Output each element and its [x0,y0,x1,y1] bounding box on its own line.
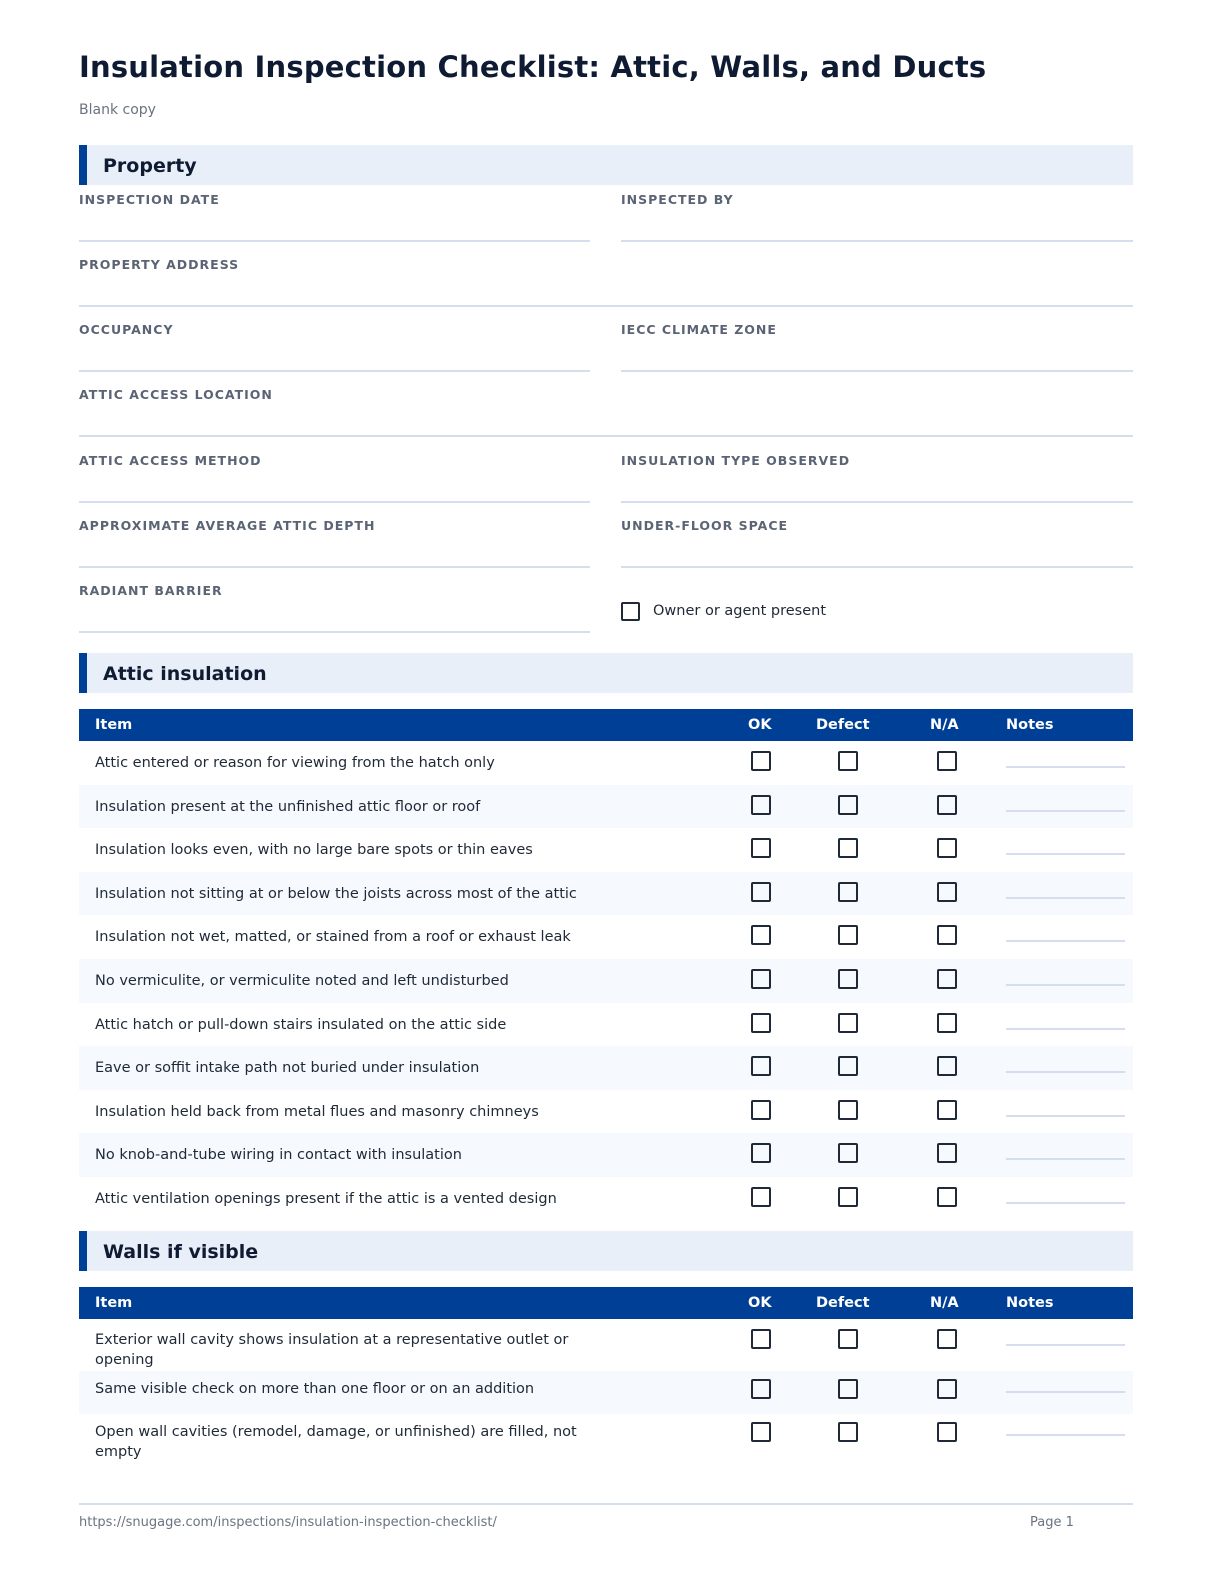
item-label: Open wall cavities (remodel, damage, or unfinished) are filled, not empty [95,1424,577,1460]
item-label: Insulation not sitting at or below the joists across most of the attic [95,885,577,902]
na-checkbox[interactable] [937,795,957,815]
ok-checkbox[interactable] [751,1187,771,1207]
item-label: Attic entered or reason for viewing from the hatch only [95,755,495,771]
footer-divider [79,1503,1133,1505]
ok-checkbox[interactable] [751,751,771,771]
field-label: ATTIC ACCESS LOCATION [79,387,273,402]
item-label: Exterior wall cavity shows insulation at a representative outlet or opening [95,1332,569,1368]
section-title: Walls if visible [103,1241,259,1263]
ok-checkbox[interactable] [751,969,771,989]
notes-field[interactable] [1006,810,1125,812]
notes-field[interactable] [1006,766,1125,768]
column-notes: Notes [1006,1295,1054,1311]
page-subtitle: Blank copy [79,102,156,118]
item-label: Same visible check on more than one floor or on an addition [95,1381,535,1397]
field-label: PROPERTY ADDRESS [79,257,240,272]
section-title: Property [103,155,197,177]
table-row [79,1319,1133,1371]
inspected-by-field[interactable] [621,192,1133,242]
table-row [79,872,1133,916]
na-checkbox[interactable] [937,1379,957,1399]
section-header-attic [79,653,1133,693]
under-floor-space-field[interactable] [621,518,1133,568]
table-row [79,1177,1133,1221]
table-row [79,1046,1133,1090]
field-label: IECC CLIMATE ZONE [621,322,777,337]
defect-checkbox[interactable] [838,1100,858,1120]
table-row [79,915,1133,959]
defect-checkbox[interactable] [838,1329,858,1349]
na-checkbox[interactable] [937,1329,957,1349]
ok-checkbox[interactable] [751,1100,771,1120]
page-title: Insulation Inspection Checklist: Attic, Walls, and Ducts [79,50,987,84]
ok-checkbox[interactable] [751,1422,771,1442]
inspection-date-field[interactable] [79,192,590,242]
notes-field[interactable] [1006,897,1125,899]
na-checkbox[interactable] [937,925,957,945]
attic-depth-field[interactable] [79,518,590,568]
defect-checkbox[interactable] [838,1013,858,1033]
section-header-walls [79,1231,1133,1271]
insulation-type-field[interactable] [621,453,1133,503]
defect-checkbox[interactable] [838,795,858,815]
item-label: Eave or soffit intake path not buried under insulation [95,1060,480,1077]
column-notes: Notes [1006,717,1054,733]
notes-field[interactable] [1006,1071,1125,1073]
item-label: Insulation held back from metal flues and masonry chimneys [95,1103,539,1120]
table-row [79,1133,1133,1177]
notes-field[interactable] [1006,984,1125,986]
section-header-property [79,145,1133,185]
attic-checklist-table [79,709,1133,1221]
table-row [79,1414,1133,1474]
notes-field[interactable] [1006,1391,1125,1393]
column-defect: Defect [816,717,870,733]
item-label: Attic ventilation openings present if the attic is a vented design [95,1190,557,1207]
na-checkbox[interactable] [937,1143,957,1163]
table-row [79,785,1133,829]
table-row [79,1003,1133,1047]
ok-checkbox[interactable] [751,795,771,815]
defect-checkbox[interactable] [838,1422,858,1442]
field-label: APPROXIMATE AVERAGE ATTIC DEPTH [79,518,376,533]
notes-field[interactable] [1006,1028,1125,1030]
defect-checkbox[interactable] [838,969,858,989]
column-item: Item [95,1295,133,1311]
ok-checkbox[interactable] [751,1379,771,1399]
table-row [79,1371,1133,1414]
na-checkbox[interactable] [937,1100,957,1120]
ok-checkbox[interactable] [751,1143,771,1163]
ok-checkbox[interactable] [751,1329,771,1349]
field-label: RADIANT BARRIER [79,583,223,598]
item-label: Insulation not wet, matted, or stained from a roof or exhaust leak [95,929,571,946]
walls-checklist-table [79,1287,1133,1474]
field-label: INSPECTION DATE [79,192,220,207]
notes-field[interactable] [1006,1202,1125,1204]
field-label: INSPECTED BY [621,192,734,207]
na-checkbox[interactable] [937,1422,957,1442]
column-na: N/A [930,1295,959,1311]
defect-checkbox[interactable] [838,1379,858,1399]
property-address-field[interactable] [79,257,1133,307]
table-header [79,709,1133,741]
column-ok: OK [748,717,772,733]
owner-present-option[interactable] [621,600,826,622]
page-number: Page 1 [1030,1515,1074,1530]
field-label: ATTIC ACCESS METHOD [79,453,262,468]
na-checkbox[interactable] [937,882,957,902]
table-row [79,741,1133,785]
notes-field[interactable] [1006,1158,1125,1160]
defect-checkbox[interactable] [838,1143,858,1163]
section-title: Attic insulation [103,663,267,685]
notes-field[interactable] [1006,940,1125,942]
notes-field[interactable] [1006,1434,1125,1436]
na-checkbox[interactable] [937,838,957,858]
na-checkbox[interactable] [937,969,957,989]
na-checkbox[interactable] [937,1056,957,1076]
owner-present-label: Owner or agent present [653,603,827,619]
attic-access-method-field[interactable] [79,453,590,503]
defect-checkbox[interactable] [838,1187,858,1207]
column-ok: OK [748,1295,772,1311]
occupancy-field[interactable] [79,322,590,372]
notes-field[interactable] [1006,1115,1125,1117]
ok-checkbox[interactable] [751,882,771,902]
field-label: UNDER-FLOOR SPACE [621,518,789,533]
item-label: Insulation present at the unfinished attic floor or roof [95,798,481,815]
item-label: Attic hatch or pull-down stairs insulated on the attic side [95,1016,507,1033]
owner-present-checkbox[interactable] [621,602,640,621]
table-header [79,1287,1133,1319]
attic-access-location-field[interactable] [79,387,1133,437]
defect-checkbox[interactable] [838,838,858,858]
item-label: Insulation looks even, with no large bare spots or thin eaves [95,842,533,859]
item-label: No vermiculite, or vermiculite noted and left undisturbed [95,972,509,989]
column-defect: Defect [816,1295,870,1311]
na-checkbox[interactable] [937,751,957,771]
defect-checkbox[interactable] [838,882,858,902]
column-item: Item [95,717,133,733]
table-row [79,959,1133,1003]
defect-checkbox[interactable] [838,925,858,945]
na-checkbox[interactable] [937,1187,957,1207]
ok-checkbox[interactable] [751,838,771,858]
footer-url: https://snugage.com/inspections/insulation-inspection-checklist/ [79,1515,497,1530]
field-label: INSULATION TYPE OBSERVED [621,453,851,468]
item-label: No knob-and-tube wiring in contact with insulation [95,1147,462,1164]
notes-field[interactable] [1006,853,1125,855]
na-checkbox[interactable] [937,1013,957,1033]
climate-zone-field[interactable] [621,322,1133,372]
column-na: N/A [930,717,959,733]
ok-checkbox[interactable] [751,1013,771,1033]
notes-field[interactable] [1006,1344,1125,1346]
field-label: OCCUPANCY [79,322,174,337]
defect-checkbox[interactable] [838,751,858,771]
radiant-barrier-field[interactable] [79,583,590,633]
table-row [79,1090,1133,1134]
defect-checkbox[interactable] [838,1056,858,1076]
ok-checkbox[interactable] [751,925,771,945]
table-row [79,828,1133,872]
ok-checkbox[interactable] [751,1056,771,1076]
